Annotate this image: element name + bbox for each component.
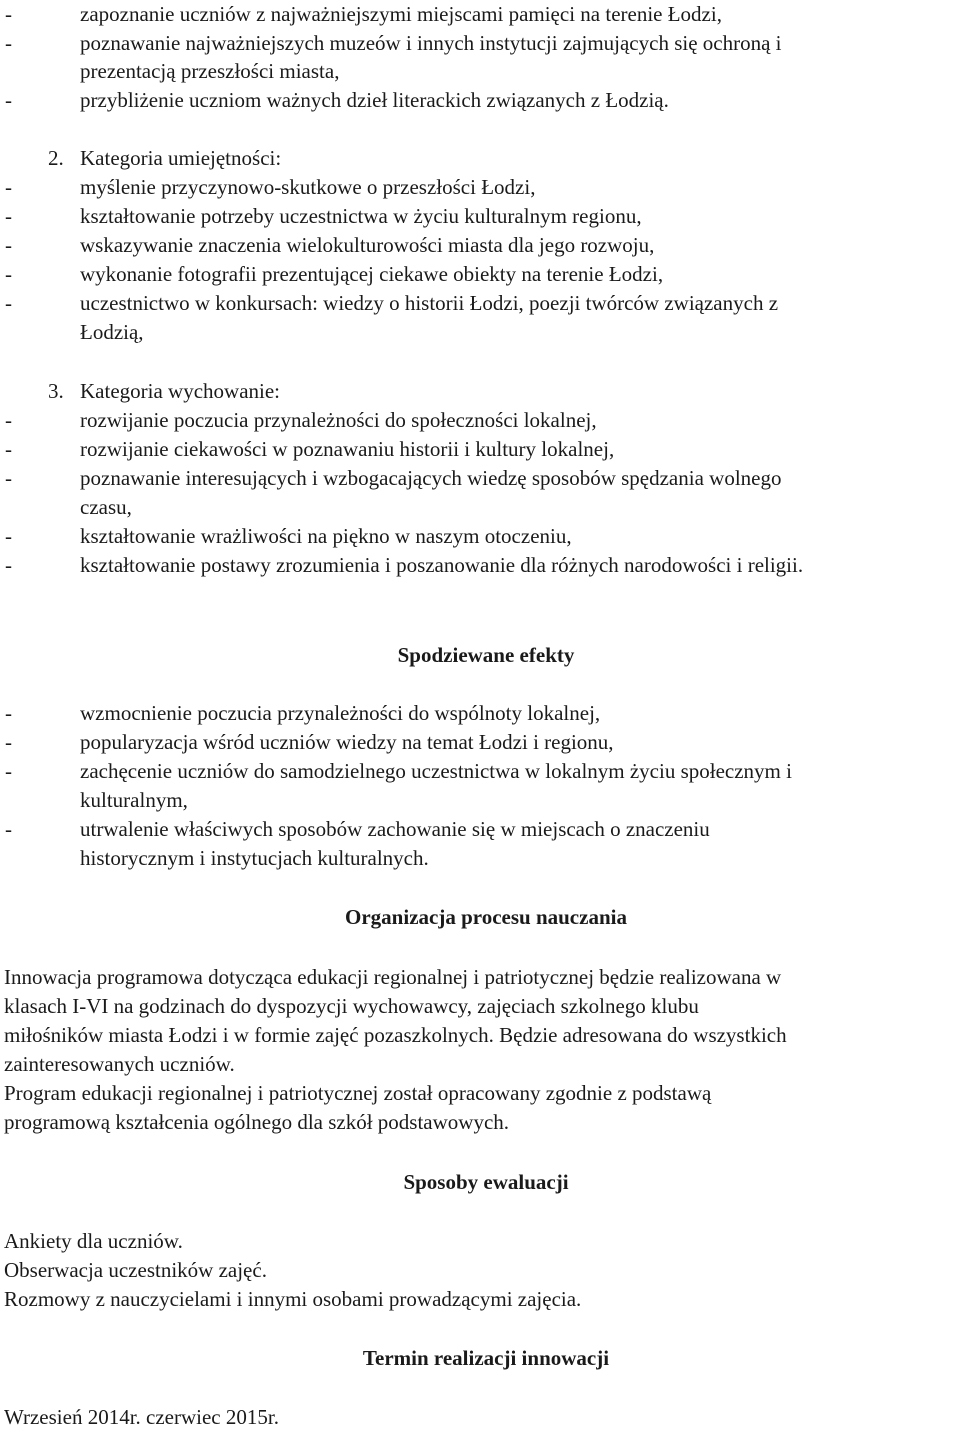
paragraph-line: zainteresowanych uczniów. [4, 1052, 235, 1076]
heading-deadline: Termin realizacji innowacji [362, 1346, 610, 1370]
heading-organization: Organizacja procesu nauczania [345, 905, 627, 929]
paragraph-line: Innowacja programowa dotycząca edukacji regionalnej i patriotycznej będzie realizowana w [4, 965, 782, 989]
deadline-text: Wrzesień 2014r. czerwiec 2015r. [4, 1405, 279, 1429]
evaluation-item: Ankiety dla uczniów. [4, 1229, 183, 1253]
paragraph-line: programową kształcenia ogólnego dla szkół podstawowych. [4, 1110, 510, 1134]
paragraph-line: Program edukacji regionalnej i patriotycznej został opracowany zgodnie z podstawą [4, 1081, 712, 1105]
evaluation-item: Rozmowy z nauczycielami i innymi osobami prowadzącymi zajęcia. [4, 1287, 582, 1311]
paragraph-line: miłośników miasta Łodzi i w formie zajęć pozaszkolnych. Będzie adresowana do wszystkich [4, 1023, 787, 1047]
paragraph-line: klasach I-VI na godzinach do dyspozycji wychowawcy, zajęciach szkolnego klubu [4, 994, 699, 1018]
evaluation-item: Obserwacja uczestników zajęć. [4, 1258, 267, 1282]
document-page: - zapoznanie uczniów z najważniejszymi miejscami pamięci na terenie Łodzi, - poznawanie najważniejszych muzeów i innych instytucji zajmujących się ochroną i prezentacją przeszłości miasta, - przybliżenie uczniom ważnych dzieł literackich związanych z Łodzią. 2. Kategoria umiejętności: - myślenie przyczynowo-skutkowe o przeszłości Łodzi, - kształtowanie potrzeby uczestnictwa w życiu kulturalnym regionu, - wskazywanie znaczenia wielokulturowości miasta dla jego rozwoju, - wykonanie fotografii prezentującej ciekawe obiekty na terenie Łodzi, - uczestnictwo w konkursach: wiedzy o historii Łodzi, poezji twórców związanych z Łodzią, 3. Kategoria wychowanie: - rozwijanie poczucia przynależności do społeczności lokalnej, - rozwijanie ciekawości w poznawaniu historii i kultury lokalnej, - poznawanie interesujących i wzbogacających wiedzę sposobów spędzania wolnego czasu, - kształtowanie wrażliwości na piękno w naszym otoczeniu, - kształtowanie postawy zrozumienia i poszanowanie dla różnych narodowości i religii. Spodziewane efekty - wzmocnienie poczucia przynależności do wspólnoty lokalnej, - popularyzacja wśród uczniów wiedzy na temat Łodzi i regionu, - zachęcenie uczniów do samodzielnego uczestnictwa w lokalnym życiu społecznym i kulturalnym, - utrwalenie właściwych sposobów zachowanie się w miejscach o znaczeniu historycznym i instytucjach kulturalnych. Organizacja procesu nauczania Innowacja programowa dotycząca edukacji regionalnej i patriotycznej będzie realizowana w klasach I-VI na godzinach do dyspozycji wychowawcy, zajęciach szkolnego klubu miłośników miasta Łodzi i w formie zajęć pozaszkolnych. Będzie adresowana do wszystkich zainteresowanych uczniów. Program edukacji regionalnej i patriotycznej został opracowany zgodnie z podstawą programową kształcenia ogólnego dla szkół podstawowych. Sposoby ewaluacji Ankiety dla uczniów. Obserwacja uczestników zajęć. Rozmowy z nauczycielami i innymi osobami prowadzącymi zajęcia. Termin realizacji innowacji Wrzesień 2014r. czerwiec 2015r. [0, 0, 960, 1430]
heading-evaluation: Sposoby ewaluacji [403, 1170, 569, 1194]
heading-expected-effects: Spodziewane efekty [397, 643, 575, 667]
